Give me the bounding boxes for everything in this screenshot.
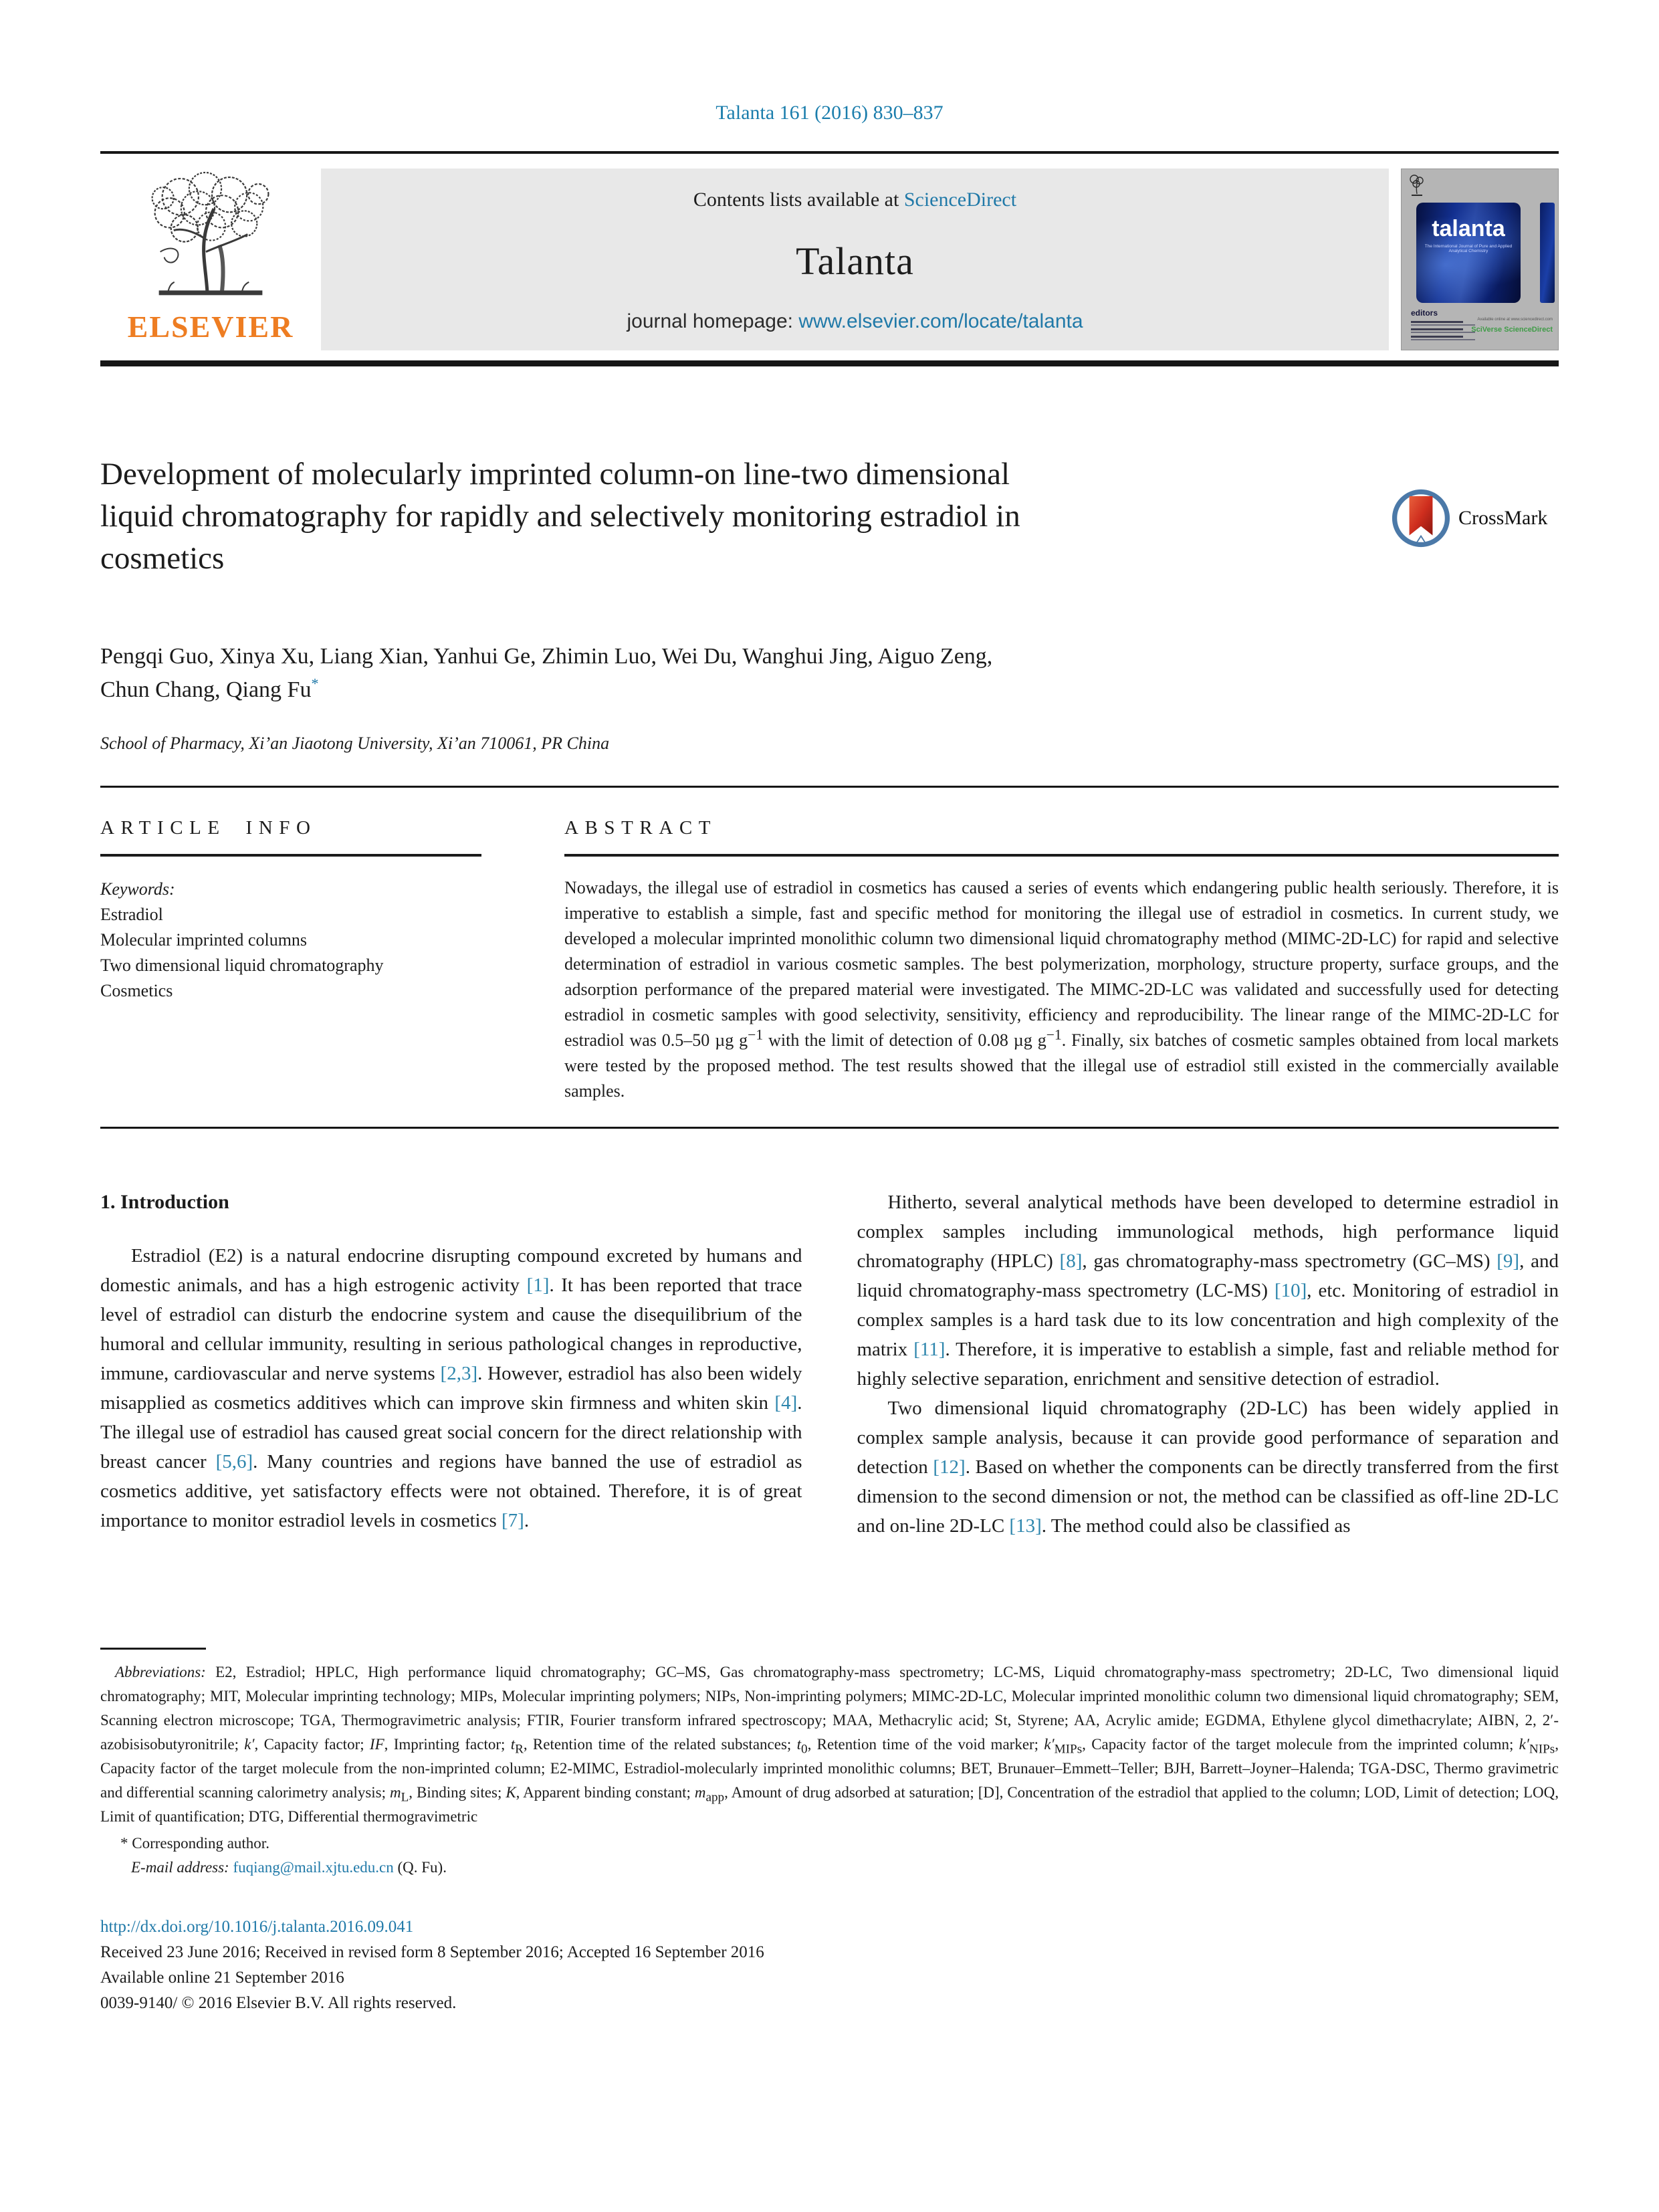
corresponding-author-marker[interactable]: *	[311, 675, 319, 692]
intro-paragraph-3: Two dimensional liquid chromatography (2D-LC) has been widely applied in complex sample analysis, because it can provide good performance of separation and detection [12]. Based on whether the components can be directly transferred from the first dimension to the second dimension or not, the method can be classified as off-line 2D-LC and on-line 2D-LC [13]. The method could also be classified as	[857, 1398, 1559, 1537]
homepage-prefix: journal homepage:	[627, 310, 799, 332]
homepage-link[interactable]: www.elsevier.com/locate/talanta	[798, 310, 1083, 332]
abstract-column	[564, 817, 1559, 1104]
introduction-section	[100, 1188, 1559, 1616]
article-title-line1: Development of molecularly imprinted column-on line-two dimensional	[100, 457, 1010, 491]
article-title	[100, 453, 1020, 580]
authors-block	[100, 640, 1559, 707]
keywords-label: Keywords:	[100, 879, 175, 899]
elsevier-wordmark: ELSEVIER	[127, 310, 294, 344]
info-abstract-section	[100, 817, 1559, 1104]
intro-left-column	[100, 1188, 802, 1616]
journal-cover-thumbnail[interactable]	[1401, 169, 1559, 350]
sciverse-sciencedirect-label: SciVerse ScienceDirect	[1471, 326, 1553, 334]
authors-line1: Pengqi Guo, Xinya Xu, Liang Xian, Yanhui Ge, Zhimin Luo, Wei Du, Wanghui Jing, Aiguo Zeng,	[100, 644, 993, 669]
page-header-citation: Talanta 161 (2016) 830–837	[715, 102, 944, 124]
elsevier-tree-icon	[134, 170, 288, 308]
introduction-heading: 1. Introduction	[100, 1191, 229, 1213]
article-info-heading: ARTICLE INFO	[100, 817, 317, 839]
contents-prefix: Contents lists available at	[693, 189, 904, 211]
cover-editor-names-placeholder	[1411, 321, 1475, 343]
homepage-line	[627, 310, 1083, 333]
abstract-text: Nowadays, the illegal use of estradiol in cosmetics has caused a series of events which endangering public health seriously. Therefore, it is imperative to establish a simple, fast and specific method for monitoring the illegal use of estradiol in cosmetics. In current study, we developed a molecular imprinted monolithic column two dimensional liquid chromatography method (MIMC-2D-LC) for rapid and selective determination of estradiol in various cosmetic samples. The best polymerization, morphology, structure property, surface groups, and the adsorption performance of the prepared material were investigated. The MIMC-2D-LC was validated and successfully used for detecting estradiol in cosmetic samples with good selectivity, sensitivity, efficiency and reproducibility. The linear range of the MIMC-2D-LC for estradiol was 0.5–50 µg $g^{-1}$ with the limit of detection of 0.08 µg $g^{-1}$. Finally, six batches of cosmetic samples obtained from local markets were tested by the proposed method. The test results showed that the illegal use of estradiol still existed in the commercially available samples.	[564, 878, 1559, 1101]
banner-bottom-rule	[100, 360, 1559, 366]
cover-masthead: talanta	[1432, 216, 1505, 241]
crossmark-badge[interactable]	[1392, 456, 1559, 580]
abbreviations-note: Abbreviations: E2, Estradiol; HPLC, High performance liquid chromatography; GC–MS, Gas chromatography-mass spectrometry; LC-MS, Liquid chromatography-mass spectrometry; 2D-LC, Two dimensional liquid chromatography; MIT, Molecular imprinting technology; MIPs, Molecular imprinting polymers; NIPs, Non-imprinting polymers; MIMC-2D-LC, Molecular imprinted monolithic column two dimensional liquid chromatography; SEM, Scanning electron microscope; TGA, Thermogravimetric analysis; FTIR, Fourier transform infrared spectroscopy; MAA, Methacrylic acid; St, Styrene; AA, Acrylic amide; EGDMA, Ethylene glycol dimethacrylate; AIBN, 2, 2′-azobisisobutyronitrile; k′, Capacity factor; IF, Imprinting factor; $t_R$, Retention time of the related substances; $t_0$, Retention time of the void marker; $k'_{MIPs}$, Capacity factor of the target molecule from the imprinted column; $k'_{NIPs}$, Capacity factor of the target molecule from the non-imprinted column; E2-MIMC, Estradiol-molecularly imprinted monolithic columns; BET, Brunauer–Emmett–Teller; BJH, Barrett–Joyner–Halenda; TGA-DSC, Thermo gravimetric and differential scanning calorimetry analysis; $m_L$, Binding sites; K, Apparent binding constant; $m_{app}$, Amount of drug adsorbed at saturation; [D], Concentration of the estradiol that applied to the column; LOD, Limit of detection; LOQ, Limit of quantification; DTG, Differential thermogravimetric	[100, 1664, 1559, 1825]
corresponding-author-note: * Corresponding author.	[120, 1835, 269, 1852]
cover-editors-label: editors	[1411, 308, 1438, 318]
contents-line	[693, 189, 1016, 211]
cover-image-sliver	[1540, 203, 1555, 303]
article-history-block	[100, 1914, 1559, 2016]
article-title-line3: cosmetics	[100, 541, 225, 576]
footnote-rule	[100, 1648, 206, 1650]
available-online-line: Available online 21 September 2016	[100, 1969, 344, 1987]
journal-title: Talanta	[796, 239, 914, 283]
article-title-line2: liquid chromatography for rapidly and selectively monitoring estradiol in	[100, 499, 1020, 534]
keyword-item: Two dimensional liquid chromatography	[100, 956, 384, 975]
cover-elsevier-mini-icon	[1408, 174, 1426, 198]
footnote-block	[100, 1648, 1559, 1880]
affiliation: School of Pharmacy, Xi’an Jiaotong University, Xi’an 710061, PR China	[100, 734, 610, 753]
top-rule	[100, 151, 1559, 154]
elsevier-logo[interactable]	[100, 169, 321, 350]
received-dates-line: Received 23 June 2016; Received in revised form 8 September 2016; Accepted 16 September 2016	[100, 1943, 764, 1961]
keyword-item: Cosmetics	[100, 981, 173, 1000]
intro-paragraph-2: Hitherto, several analytical methods have been developed to determine estradiol in complex samples including immunological methods, high performance liquid chromatography (HPLC) [8], gas chromatography-mass spectrometry (GC–MS) [9], and liquid chromatography-mass spectrometry (LC-MS) [10], etc. Monitoring of estradiol in complex samples is a hard task due to its low concentration and high complexity of the matrix [11]. Therefore, it is imperative to establish a simple, fast and reliable method for highly selective separation, enrichment and sensitive detection of estradiol.	[857, 1192, 1559, 1390]
authors-line2: Chun Chang, Qiang Fu	[100, 677, 312, 702]
title-row	[100, 453, 1559, 580]
abstract-heading: ABSTRACT	[564, 817, 717, 839]
keyword-item: Estradiol	[100, 905, 163, 924]
affiliation-divider-rule	[100, 786, 1559, 788]
crossmark-label: CrossMark	[1458, 506, 1548, 529]
article-info-column	[100, 817, 481, 1104]
email-address-line: E-mail address: fuqiang@mail.xjtu.edu.cn (Q. Fu).	[131, 1859, 447, 1876]
article-info-rule	[100, 854, 481, 857]
cover-available-online: Available online at www.sciencedirect.com	[1477, 318, 1553, 322]
abstract-rule	[564, 854, 1559, 857]
keyword-item: Molecular imprinted columns	[100, 930, 308, 950]
intro-right-column	[857, 1188, 1559, 1616]
sciencedirect-link[interactable]: ScienceDirect	[903, 189, 1017, 211]
keywords-block	[100, 877, 481, 1004]
banner-center	[321, 169, 1389, 350]
intro-paragraph-1: Estradiol (E2) is a natural endocrine disrupting compound excreted by humans and domestic animals, and has a high estrogenic activity [1]. It has been reported that trace level of estradiol can disturb the endocrine system and cause the disequilibrium of the humoral and cellular immunity, resulting in serious pathological changes in reproductive, immune, cardiovascular and nerve systems [2,3]. However, estradiol has also been widely misapplied as cosmetics additives which can improve skin firmness and whiten skin [4]. The illegal use of estradiol has caused great social concern for the direct relationship with breast cancer [5,6]. Many countries and regions have banned the use of estradiol as cosmetics additive, yet satisfactory effects were not obtained. Therefore, it is of great importance to monitor estradiol levels in cosmetics [7].	[100, 1245, 802, 1531]
copyright-line: 0039-9140/ © 2016 Elsevier B.V. All rights reserved.	[100, 1994, 457, 2012]
journal-banner	[100, 169, 1559, 350]
cover-subtitle: The International Journal of Pure and Applied Analytical Chemistry	[1424, 244, 1513, 253]
abstract-bottom-rule	[100, 1127, 1559, 1129]
crossmark-icon	[1392, 489, 1450, 548]
cover-image	[1416, 203, 1521, 303]
doi-link[interactable]: http://dx.doi.org/10.1016/j.talanta.2016.09.041	[100, 1918, 414, 1936]
